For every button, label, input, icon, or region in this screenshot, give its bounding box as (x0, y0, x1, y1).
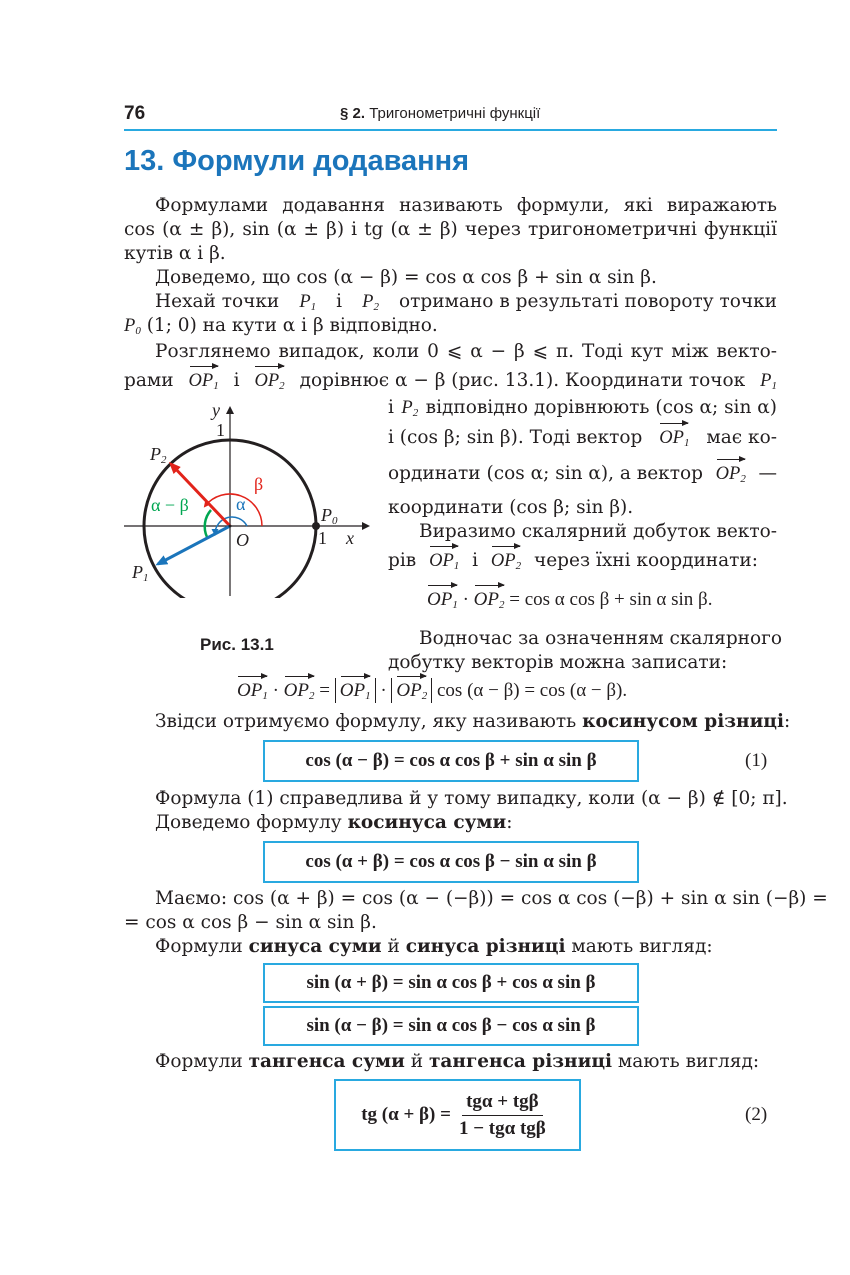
point-p2: $P_2$ (401, 398, 419, 419)
paragraph-line (155, 290, 777, 314)
paragraph-line (155, 811, 512, 835)
point-p2: $P_2$ (362, 292, 379, 313)
text-fragment: отримано в результаті повороту точки (399, 291, 777, 312)
page-title: 13. Формули додавання (124, 145, 470, 177)
formula-box-cos-sum (263, 841, 639, 883)
formula-rhs: = sin α cos β − cos α sin β (392, 1015, 596, 1036)
paragraph-line: Формула (1) справедлива й у тому випадку, коли (α − β) ∉ [0; π]. (155, 788, 788, 809)
text-fragment: має ко- (706, 427, 777, 448)
emphasis-term: синуса різниці (405, 936, 566, 957)
text-fragment: і (336, 291, 343, 312)
axis-label-x: x (346, 528, 354, 548)
text-fragment: і (472, 550, 479, 571)
text-fragment: й (387, 936, 400, 957)
point-p1: $P_1$ (760, 371, 777, 392)
text-fragment: і (233, 370, 240, 391)
text-fragment: Нехай точки (155, 291, 280, 312)
section-title: Тригонометричні функції (369, 105, 541, 122)
text-fragment: — (758, 463, 777, 484)
tick-label-1-x: 1 (318, 528, 327, 548)
formula-lhs: cos (α + β) (305, 851, 390, 872)
paragraph-line (124, 369, 777, 393)
header-rule (124, 129, 777, 131)
point-p0: $P_0$ (124, 316, 141, 337)
paragraph-line (388, 396, 777, 420)
point-p1: $P_1$ (299, 292, 317, 313)
paragraph-line: cos (α ± β), sin (α ± β) і tg (α ± β) через тригонометричні функції (124, 219, 777, 240)
formula-rhs: = sin α cos β + cos α sin β (392, 972, 596, 993)
emphasis-term: косинуса суми (347, 812, 507, 833)
paragraph-line (388, 426, 777, 450)
text-fragment: і (cos β; sin β). Тоді вектор (388, 427, 643, 448)
paragraph-line: кутів α і β. (124, 243, 226, 264)
fraction-denominator: 1 − tgα tgβ (458, 1117, 546, 1139)
angle-label-beta: β (254, 474, 264, 494)
formula-box-tg-sum (334, 1079, 581, 1151)
dot-product-definition: $OP_1 \cdot OP_2 = OP_1 \cdot OP_2$ cos (α − β) = cos (α − β). (237, 680, 628, 702)
paragraph-line: Розглянемо випадок, коли 0 ⩽ α − β ⩽ π. Тоді кут між векто- (155, 341, 777, 362)
formula-rhs: = cos α cos β − sin α sin β (393, 851, 597, 872)
paragraph-line: Формулами додавання називають формули, які виражають (155, 195, 777, 216)
formula-fraction (455, 1091, 550, 1140)
equation-rhs: cos (α − β) = cos (α − β). (437, 680, 628, 701)
angle-label-alpha-minus-beta: α − β (151, 495, 189, 515)
point-label-p2: $P_2$ (150, 444, 167, 466)
formula-lhs: sin (α + β) (306, 972, 389, 993)
text-fragment: мають вигляд: (617, 1051, 760, 1072)
paragraph-line (124, 314, 438, 338)
dot-product-equation: $OP_1 \cdot OP_2 = \cos \alpha$ cos β + sin α sin β. (427, 589, 713, 611)
vector-op1: $OP_1$ (659, 428, 690, 449)
text-fragment: : (506, 812, 513, 833)
paragraph-line (155, 935, 713, 959)
point-label-p1: $P_1$ (132, 562, 149, 584)
emphasis-term: синуса суми (248, 936, 382, 957)
text-fragment: дорівнює α − β (рис. 13.1). Координати точок (299, 370, 746, 391)
paragraph-line (155, 710, 790, 734)
vector-op2: $OP_2$ (254, 371, 285, 392)
vector-op1: $OP_1$ (237, 680, 268, 702)
formula-box-cos-diff (263, 740, 639, 782)
text-fragment: рами (124, 370, 174, 391)
paragraph-line: координати (cos β; sin β). (388, 497, 634, 518)
text-fragment: мають вигляд: (571, 936, 713, 957)
vector-op2: $OP_2$ (715, 464, 746, 485)
equation-rhs: = cos α cos β + sin α sin β. (509, 589, 713, 610)
angle-alpha-minus-beta-arc (205, 510, 211, 537)
origin-dot (229, 525, 232, 528)
vector-op1: $OP_1$ (429, 551, 460, 572)
vector-op1: $OP_1$ (188, 371, 219, 392)
paragraph-line (388, 549, 758, 573)
vector-op1-arrow (158, 526, 230, 564)
text-fragment: і (388, 397, 394, 418)
text-fragment: Звідси отримуємо формулу, яку називають (155, 711, 577, 732)
section-number: § 2. (340, 105, 366, 122)
text-fragment: : (784, 711, 791, 732)
paragraph-line: = cos α cos β − sin α sin β. (124, 912, 377, 933)
figure-caption: Рис. 13.1 (200, 635, 274, 654)
paragraph-line: Водночас за означенням скалярного (419, 628, 782, 649)
text-fragment: Формули (155, 1051, 243, 1072)
axis-label-y: y (212, 400, 220, 420)
emphasis-term: тангенса суми (248, 1051, 405, 1072)
formula-box-sin-sum (263, 963, 639, 1003)
paragraph-line (388, 462, 777, 486)
emphasis-term: тангенса різниці (428, 1051, 613, 1072)
paragraph-line: Доведемо, що cos (α − β) = cos α cos β + sin α sin β. (155, 267, 657, 288)
origin-label: O (236, 530, 249, 550)
formula-lhs: cos (α − β) (305, 750, 390, 771)
formula-lhs: sin (α − β) (306, 1015, 389, 1036)
formula-rhs: = cos α cos β + sin α sin β (393, 750, 597, 771)
vector-op1: $OP_1$ (339, 680, 371, 702)
emphasis-term: косинусом різниці (582, 711, 784, 732)
text-fragment: Формули (155, 936, 243, 957)
fraction-numerator: tgα + tgβ (462, 1091, 543, 1116)
vector-op2: $OP_2$ (473, 589, 505, 611)
text-fragment: через їхні координати: (533, 550, 758, 571)
vector-op2: $OP_2$ (396, 680, 428, 702)
text-fragment: рів (388, 550, 417, 571)
equation-number: (1) (745, 750, 768, 771)
point-label-p0: $P_0$ (321, 505, 338, 527)
formula-box-sin-diff (263, 1006, 639, 1046)
tick-label-1-y: 1 (216, 420, 225, 440)
running-header (340, 105, 540, 122)
page-number: 76 (124, 103, 146, 124)
paragraph-line (155, 1050, 759, 1074)
paragraph-line: Виразимо скалярний добуток векто- (419, 521, 777, 542)
text-fragment: Доведемо формулу (155, 812, 342, 833)
vector-op1: $OP_1$ (427, 589, 458, 611)
text-fragment: й (410, 1051, 424, 1072)
paragraph-line: добутку векторів можна записати: (388, 652, 728, 673)
angle-label-alpha: α (236, 494, 246, 514)
text-fragment: відповідно дорівнюють (cos α; sin α) (425, 397, 777, 418)
vector-op2: $OP_2$ (283, 680, 315, 702)
vector-op2: $OP_2$ (490, 551, 522, 572)
text-fragment: (1; 0) на кути α і β відповідно. (146, 315, 438, 336)
text-fragment: ординати (cos α; sin α), а вектор (388, 463, 703, 484)
formula-lhs: tg (α + β) = (361, 1104, 451, 1125)
paragraph-line: Маємо: cos (α + β) = cos (α − (−β)) = cos α cos (−β) + sin α sin (−β) = (155, 888, 828, 909)
equation-number: (2) (745, 1104, 768, 1125)
